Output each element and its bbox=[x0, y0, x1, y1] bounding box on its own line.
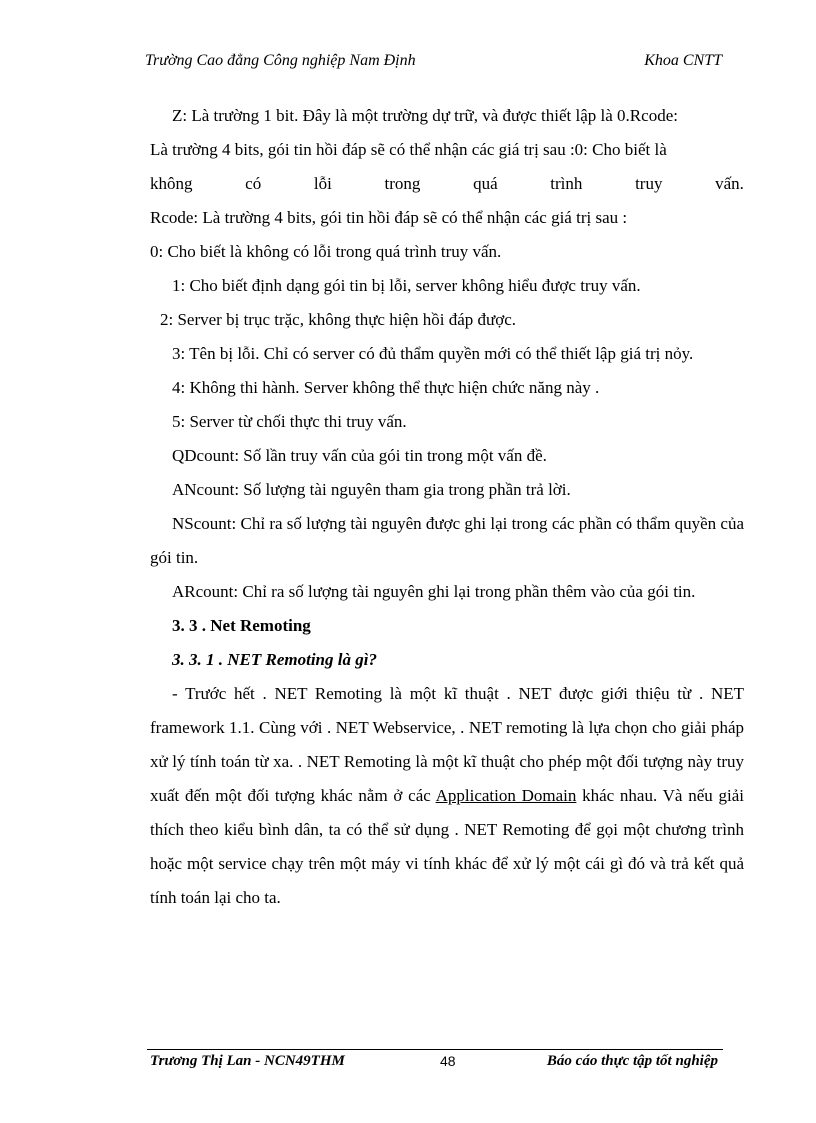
application-domain-term: Application Domain bbox=[435, 786, 577, 805]
header-school: Trường Cao đẳng Công nghiệp Nam Định bbox=[145, 52, 416, 69]
intro-paragraph bbox=[150, 677, 744, 915]
word: truy bbox=[635, 174, 663, 193]
list-item: 5: Server từ chối thực thi truy vấn. bbox=[172, 412, 407, 431]
paragraph-line: Là trường 4 bits, gói tin hồi đáp sẽ có thể nhận các giá trị sau :0: Cho biết là bbox=[150, 140, 667, 159]
header-department: Khoa CNTT bbox=[644, 52, 722, 69]
footer-author: Trương Thị Lan - NCN49THM bbox=[150, 1053, 345, 1069]
subsection-heading: 3. 3. 1 . NET Remoting là gì? bbox=[172, 650, 377, 669]
footer-divider bbox=[147, 1049, 723, 1050]
word: quá bbox=[473, 174, 498, 193]
list-item: 1: Cho biết định dạng gói tin bị lỗi, server không hiểu được truy vấn. bbox=[172, 276, 641, 295]
paragraph-line: 0: Cho biết là không có lỗi trong quá trình truy vấn. bbox=[150, 242, 502, 261]
page-footer bbox=[150, 1053, 718, 1073]
footer-report-title: Báo cáo thực tập tốt nghiệp bbox=[546, 1053, 718, 1069]
section-heading: 3. 3 . Net Remoting bbox=[172, 616, 311, 635]
page-header bbox=[145, 52, 725, 70]
intro-text-rest: khác nhau. Và nếu giải thích theo kiểu bình dân, ta có thể sử dụng . NET Remoting để gọi một chương trình hoặc một service chạy trên một máy vi tính khác để xử lý một cái gì đó và trả kết quả tính toán lại cho ta. bbox=[150, 786, 744, 907]
paragraph-line: Z: Là trường 1 bit. Đây là một trường dự trữ, và được thiết lập là 0.Rcode: bbox=[172, 106, 678, 125]
arcount-paragraph: ARcount: Chỉ ra số lượng tài nguyên ghi lại trong phần thêm vào của gói tin. bbox=[172, 582, 696, 601]
word: không bbox=[150, 174, 193, 193]
nscount-paragraph: NScount: Chỉ ra số lượng tài nguyên được ghi lại trong các phần có thẩm quyền của gói tin. bbox=[150, 514, 744, 567]
page-number: 48 bbox=[440, 1053, 456, 1069]
paragraph-line-spread bbox=[150, 167, 744, 201]
word: lỗi bbox=[313, 174, 332, 193]
intro-text: - Trước hết . NET Remoting là một kĩ thuật . NET được giới thiệu từ . NET framework 1.1. Cùng với . NET Webservice, . NET remoting là lựa chọn cho giải pháp xử lý tính toán từ xa. . NET Remoting là một kĩ thuật cho phép một đối tượng này truy xuất đến một đối tượng khác nằm ở các bbox=[150, 684, 744, 805]
ancount-paragraph: ANcount: Số lượng tài nguyên tham gia trong phần trả lời. bbox=[172, 480, 571, 499]
word: trong bbox=[384, 174, 421, 193]
word: có bbox=[245, 174, 262, 193]
page-content bbox=[150, 99, 744, 915]
list-item: 3: Tên bị lỗi. Chỉ có server có đủ thẩm quyền mới có thể thiết lập giá trị nỏy. bbox=[172, 344, 694, 363]
paragraph-line: Rcode: Là trường 4 bits, gói tin hồi đáp sẽ có thể nhận các giá trị sau : bbox=[150, 208, 628, 227]
word: vấn. bbox=[715, 174, 744, 193]
list-item: 4: Không thi hành. Server không thể thực hiện chức năng này . bbox=[172, 378, 600, 397]
word: trình bbox=[550, 174, 583, 193]
qdcount-paragraph: QDcount: Số lần truy vấn của gói tin trong một vấn đề. bbox=[172, 446, 547, 465]
list-item: 2: Server bị trục trặc, không thực hiện hồi đáp được. bbox=[160, 310, 516, 329]
